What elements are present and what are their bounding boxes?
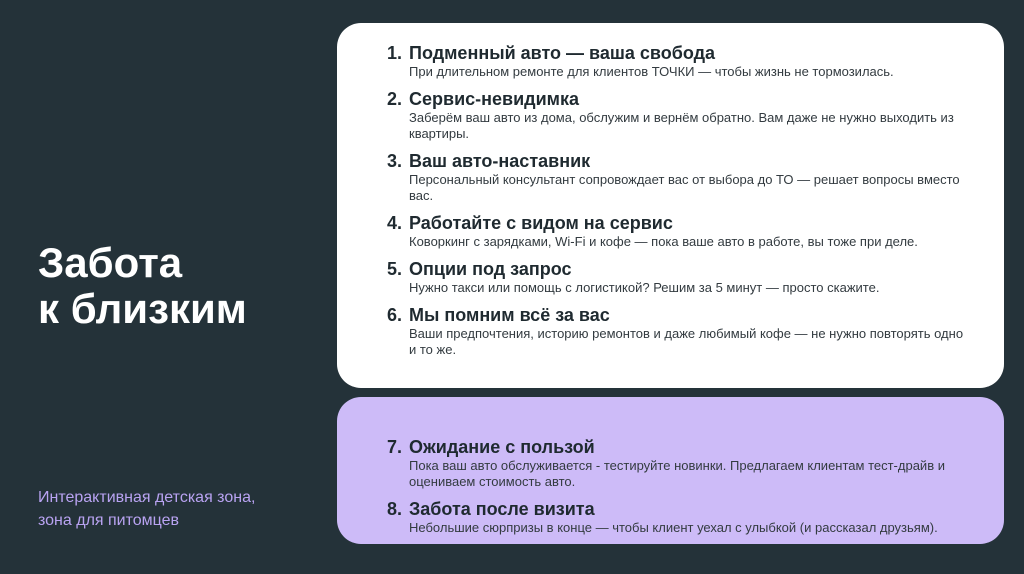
item-description: При длительном ремонте для клиентов ТОЧКИ — чтобы жизнь не тормозилась.	[409, 64, 894, 79]
list-item	[387, 437, 964, 490]
item-number: 2.	[387, 89, 403, 109]
list-item	[387, 305, 964, 358]
item-description: Персональный консультант сопровождает вас от выбора до ТО — решает вопросы вместо вас.	[409, 172, 960, 203]
slide-subtitle	[38, 486, 255, 532]
item-description: Заберём ваш авто из дома, обслужим и вернём обратно. Вам даже не нужно выходить из квартиры.	[409, 110, 954, 141]
item-number: 4.	[387, 213, 403, 233]
item-number: 7.	[387, 437, 403, 457]
item-description: Нужно такси или помощь с логистикой? Решим за 5 минут — просто скажите.	[409, 280, 880, 295]
item-number: 1.	[387, 43, 403, 63]
item-description: Небольшие сюрпризы в конце — чтобы клиент уехал с улыбкой (и рассказал друзьям).	[409, 520, 938, 535]
subtitle-line-2: зона для питомцев	[38, 512, 180, 529]
item-number: 3.	[387, 151, 403, 171]
item-title: Сервис-невидимка	[409, 89, 579, 109]
list-item	[387, 151, 964, 204]
list-item	[387, 89, 964, 142]
item-description: Коворкинг с зарядками, Wi-Fi и кофе — пока ваше авто в работе, вы тоже при деле.	[409, 234, 918, 249]
list-item	[387, 43, 964, 80]
item-description: Ваши предпочтения, историю ремонтов и даже любимый кофе — не нужно повторять одно и то же.	[409, 326, 964, 357]
item-number: 6.	[387, 305, 403, 325]
benefits-card-white	[337, 23, 1004, 388]
list-item	[387, 213, 964, 250]
title-line-1: Забота	[38, 239, 183, 286]
list-item	[387, 259, 964, 296]
benefits-card-purple	[337, 397, 1004, 544]
slide-title	[38, 240, 247, 332]
item-title: Ваш авто-наставник	[409, 151, 591, 171]
item-title: Подменный авто — ваша свобода	[409, 43, 716, 63]
item-title: Работайте с видом на сервис	[409, 213, 673, 233]
item-title: Мы помним всё за вас	[409, 305, 610, 325]
subtitle-line-1: Интерактивная детская зона,	[38, 489, 256, 506]
item-title: Ожидание с пользой	[409, 437, 595, 457]
item-number: 5.	[387, 259, 403, 279]
item-number: 8.	[387, 499, 403, 519]
title-line-2: к близким	[38, 285, 247, 332]
item-title: Опции под запрос	[409, 259, 572, 279]
list-item	[387, 499, 964, 536]
item-description: Пока ваш авто обслуживается - тестируйте новинки. Предлагаем клиентам тест-драйв и оцениваем стоимость авто.	[409, 458, 945, 489]
item-title: Забота после визита	[409, 499, 595, 519]
